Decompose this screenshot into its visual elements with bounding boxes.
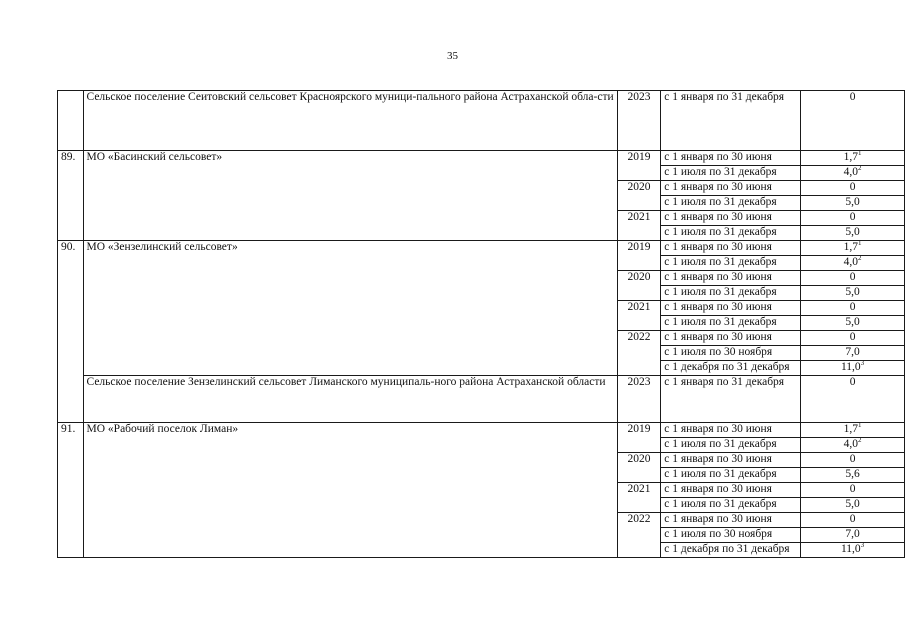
period-cell: с 1 января по 31 декабря — [661, 376, 801, 423]
footnote-mark: 3 — [860, 360, 865, 368]
value-cell: 5,0 — [801, 316, 905, 331]
year-cell: 2023 — [617, 91, 661, 151]
value-text: 4,0 — [843, 438, 858, 450]
period-cell: с 1 июля по 31 декабря — [661, 166, 801, 181]
value-cell — [801, 423, 905, 438]
value-cell: 5,0 — [801, 226, 905, 241]
value-text: 1,7 — [843, 423, 858, 435]
year-cell: 2020 — [617, 453, 661, 483]
year-cell: 2019 — [617, 151, 661, 181]
municipality-name: МО «Басинский сельсовет» — [83, 151, 617, 241]
period-cell: с 1 января по 30 июня — [661, 211, 801, 226]
period-cell: с 1 июля по 31 декабря — [661, 256, 801, 271]
period-cell: с 1 декабря по 31 декабря — [661, 543, 801, 558]
value-cell: 7,0 — [801, 346, 905, 361]
municipality-name: Сельское поселение Сеитовский сельсовет Красноярского муници-пального района Астраханской обла-сти — [83, 91, 617, 151]
year-cell: 2023 — [617, 376, 661, 423]
year-cell: 2020 — [617, 181, 661, 211]
value-cell: 0 — [801, 376, 905, 423]
year-cell: 2021 — [617, 211, 661, 241]
period-cell: с 1 января по 30 июня — [661, 331, 801, 346]
value-cell: 7,0 — [801, 528, 905, 543]
footnote-mark: 2 — [858, 255, 862, 263]
value-text: 4,0 — [843, 256, 858, 268]
value-cell: 0 — [801, 331, 905, 346]
period-cell: с 1 января по 30 июня — [661, 513, 801, 528]
period-cell: с 1 июля по 31 декабря — [661, 196, 801, 211]
value-text: 11,0 — [840, 543, 861, 555]
value-text: 1,7 — [843, 151, 858, 163]
row-number-cell — [58, 91, 84, 151]
period-cell: с 1 июля по 31 декабря — [661, 226, 801, 241]
municipality-name: Сельское поселение Зензелинский сельсовет Лиманского муниципаль-ного района Астраханской области — [83, 376, 617, 423]
period-cell: с 1 января по 30 июня — [661, 423, 801, 438]
value-cell — [801, 543, 905, 558]
period-cell: с 1 января по 30 июня — [661, 483, 801, 498]
value-cell: 0 — [801, 513, 905, 528]
value-cell — [801, 166, 905, 181]
period-cell: с 1 декабря по 31 декабря — [661, 361, 801, 376]
value-cell: 0 — [801, 211, 905, 226]
footnote-mark: 1 — [858, 422, 862, 430]
footnote-mark: 2 — [858, 165, 862, 173]
footnote-mark: 1 — [858, 150, 862, 158]
year-cell: 2019 — [617, 241, 661, 271]
value-cell — [801, 438, 905, 453]
value-text: 1,7 — [843, 241, 858, 253]
period-cell: с 1 июля по 31 декабря — [661, 316, 801, 331]
row-number: 90. — [58, 241, 84, 423]
value-cell: 5,0 — [801, 498, 905, 513]
table-row — [58, 376, 905, 423]
value-cell: 0 — [801, 453, 905, 468]
period-cell: с 1 января по 31 декабря — [661, 91, 801, 151]
year-cell: 2019 — [617, 423, 661, 453]
period-cell: с 1 января по 30 июня — [661, 181, 801, 196]
year-cell: 2022 — [617, 513, 661, 558]
value-text: 11,0 — [840, 361, 861, 373]
value-text: 4,0 — [843, 166, 858, 178]
value-cell — [801, 361, 905, 376]
period-cell: с 1 июля по 31 декабря — [661, 468, 801, 483]
period-cell: с 1 июля по 30 ноября — [661, 528, 801, 543]
period-cell: с 1 июля по 30 ноября — [661, 346, 801, 361]
year-cell: 2020 — [617, 271, 661, 301]
value-cell: 5,0 — [801, 196, 905, 211]
page-number: 35 — [447, 50, 458, 62]
footnote-mark: 1 — [858, 240, 862, 248]
value-cell: 5,0 — [801, 286, 905, 301]
period-cell: с 1 января по 30 июня — [661, 241, 801, 256]
table-row — [58, 241, 905, 256]
period-cell: с 1 января по 30 июня — [661, 301, 801, 316]
table-row — [58, 151, 905, 166]
year-cell: 2021 — [617, 483, 661, 513]
municipality-name: МО «Рабочий поселок Лиман» — [83, 423, 617, 558]
value-cell — [801, 256, 905, 271]
period-cell: с 1 января по 30 июня — [661, 271, 801, 286]
table-row — [58, 91, 905, 151]
value-cell — [801, 151, 905, 166]
row-number: 91. — [58, 423, 84, 558]
table-row — [58, 423, 905, 438]
period-cell: с 1 июля по 31 декабря — [661, 286, 801, 301]
tariff-table — [57, 90, 905, 558]
municipality-name: МО «Зензелинский сельсовет» — [83, 241, 617, 376]
value-cell: 0 — [801, 301, 905, 316]
period-cell: с 1 января по 30 июня — [661, 151, 801, 166]
value-cell — [801, 241, 905, 256]
footnote-mark: 2 — [858, 437, 862, 445]
period-cell: с 1 июля по 31 декабря — [661, 498, 801, 513]
value-cell: 0 — [801, 483, 905, 498]
year-cell: 2021 — [617, 301, 661, 331]
value-cell: 5,6 — [801, 468, 905, 483]
footnote-mark: 3 — [860, 542, 865, 550]
value-cell: 0 — [801, 91, 905, 151]
row-number: 89. — [58, 151, 84, 241]
year-cell: 2022 — [617, 331, 661, 376]
period-cell: с 1 июля по 31 декабря — [661, 438, 801, 453]
period-cell: с 1 января по 30 июня — [661, 453, 801, 468]
value-cell: 0 — [801, 271, 905, 286]
value-cell: 0 — [801, 181, 905, 196]
